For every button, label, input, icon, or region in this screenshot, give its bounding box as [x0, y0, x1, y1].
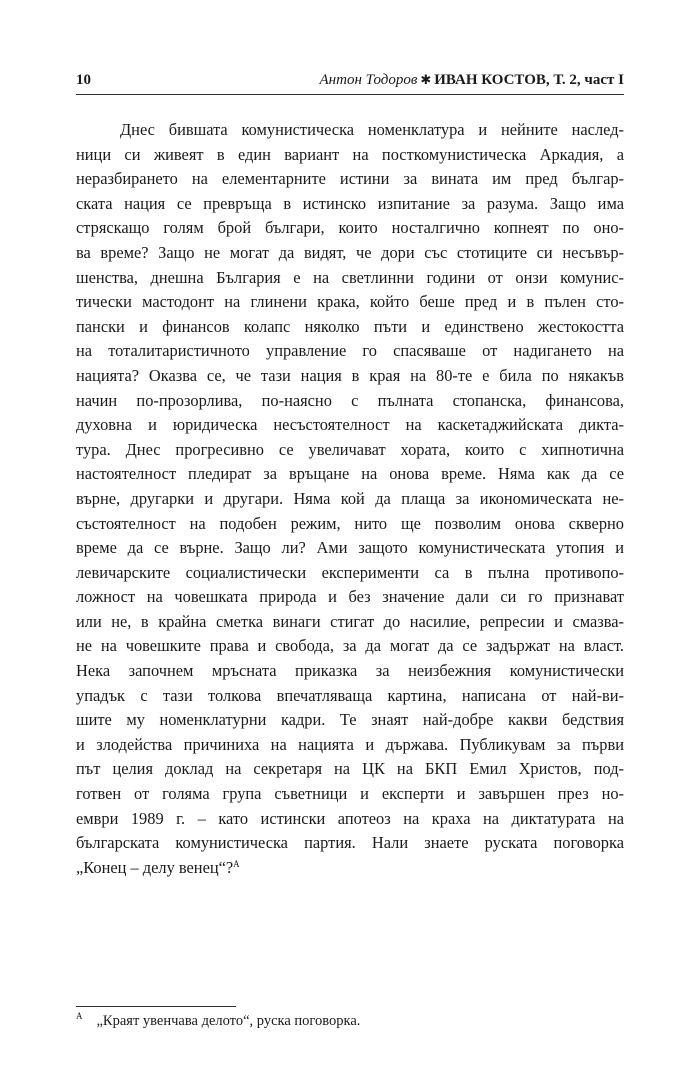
book-title: ИВАН КОСТОВ, Т. 2, част I [434, 72, 624, 88]
text-line: ември 1989 г. – като истински апотеоз на краха на диктатурата на [76, 808, 624, 828]
text-line: не на човешките права и свобода, за да могат да се задържат на власт. [76, 636, 624, 656]
text-line: тура. Днес прогресивно се увеличават хората, които с хипнотична [76, 439, 624, 459]
text-line: и злодейства причиниха на нацията и държава. Публикувам за първи [76, 734, 624, 754]
text-line: тически мастодонт на глинени крака, който беше пред и в пълен сто- [76, 292, 624, 312]
footnote [76, 1011, 624, 1030]
text-line: левичарските социалистически експерименти са в пълна противопо- [76, 562, 624, 582]
text-line: състоятелност на подобен режим, нито ще позволим онова скверно [76, 513, 624, 533]
text-line: шите му номенклатурни кадри. Те знаят най-добре какви бедствия [76, 710, 624, 730]
text-line: духовна и юридическа несъстоятелност на каскетаджийската дикта- [76, 415, 624, 435]
text-line: неразбирането на елементарните истини за вината им пред българ- [76, 169, 624, 189]
text-line: Днес бившата комунистическа номенклатура и нейните наслед- [120, 120, 624, 139]
text-line: настоятелност пледират за връщане на онова време. Няма как да се [76, 464, 624, 484]
footnote-text: „Краят увенчава делото“, руска поговорка. [96, 1013, 361, 1029]
running-header [76, 68, 624, 95]
text-line: или не, в крайна сметка винаги стигат до насилие, репресии и смазва- [76, 611, 624, 631]
text-line: ници си живеят в един вариант на посткомунистическа Аркадия, а [76, 144, 624, 164]
header-separator-icon: ✱ [420, 72, 432, 87]
page-number: 10 [76, 72, 91, 88]
text-line: готвен от голяма група съветници и експерти и завършен през но- [76, 784, 624, 804]
text-line: път целия доклад на секретаря на ЦК на БКП Емил Христов, под- [76, 759, 624, 779]
text-line: ската нация се превръща в истинско изпитание за разума. Защо има [76, 193, 624, 213]
text-line: упадък с тази толкова впечатляваща картина, написана от най-ви- [76, 685, 624, 705]
text-line: стряскащо голям брой българи, които носталгично копнеят по оно- [76, 218, 624, 238]
text-line: ва време? Защо не могат да видят, че дори със стотиците си несъвър- [76, 242, 624, 262]
running-title [320, 72, 624, 89]
text-line: време да се върне. Защо ли? Ами защото комунистическата утопия и [76, 538, 624, 558]
text-line: Нека започнем мръсната приказка за неизбежния комунистически [76, 661, 624, 681]
footnote-divider [76, 1006, 236, 1007]
text-line: начин по-прозорлива, по-наясно с пълната стопанска, финансова, [76, 390, 624, 410]
footnote-reference: A [233, 858, 240, 869]
text-line: пански и финансов колапс няколко пъти и единствено жестокостта [76, 316, 624, 336]
author-name: Антон Тодоров [319, 72, 418, 88]
text-line-last [76, 856, 624, 881]
text-line: нацията? Оказва се, че тази нация в края на 80-те е била по някакъв [76, 365, 624, 385]
text-line: българската комунистическа партия. Нали знаете руската поговорка [76, 833, 624, 853]
last-line-text: „Конец – делу венец“? [76, 857, 234, 877]
footnote-marker: A [76, 1011, 83, 1021]
text-line: шенства, днешна България е на светлинни години от онзи комунис- [76, 267, 624, 287]
text-line: ложност на човешката природа и без значение дали си го признават [76, 587, 624, 607]
text-line: на тоталитаристичното управление го спасяваше от надигането на [76, 341, 624, 361]
main-paragraph [76, 118, 624, 880]
text-line: върне, другарки и другари. Няма кой да плаща за икономическата не- [76, 488, 624, 508]
